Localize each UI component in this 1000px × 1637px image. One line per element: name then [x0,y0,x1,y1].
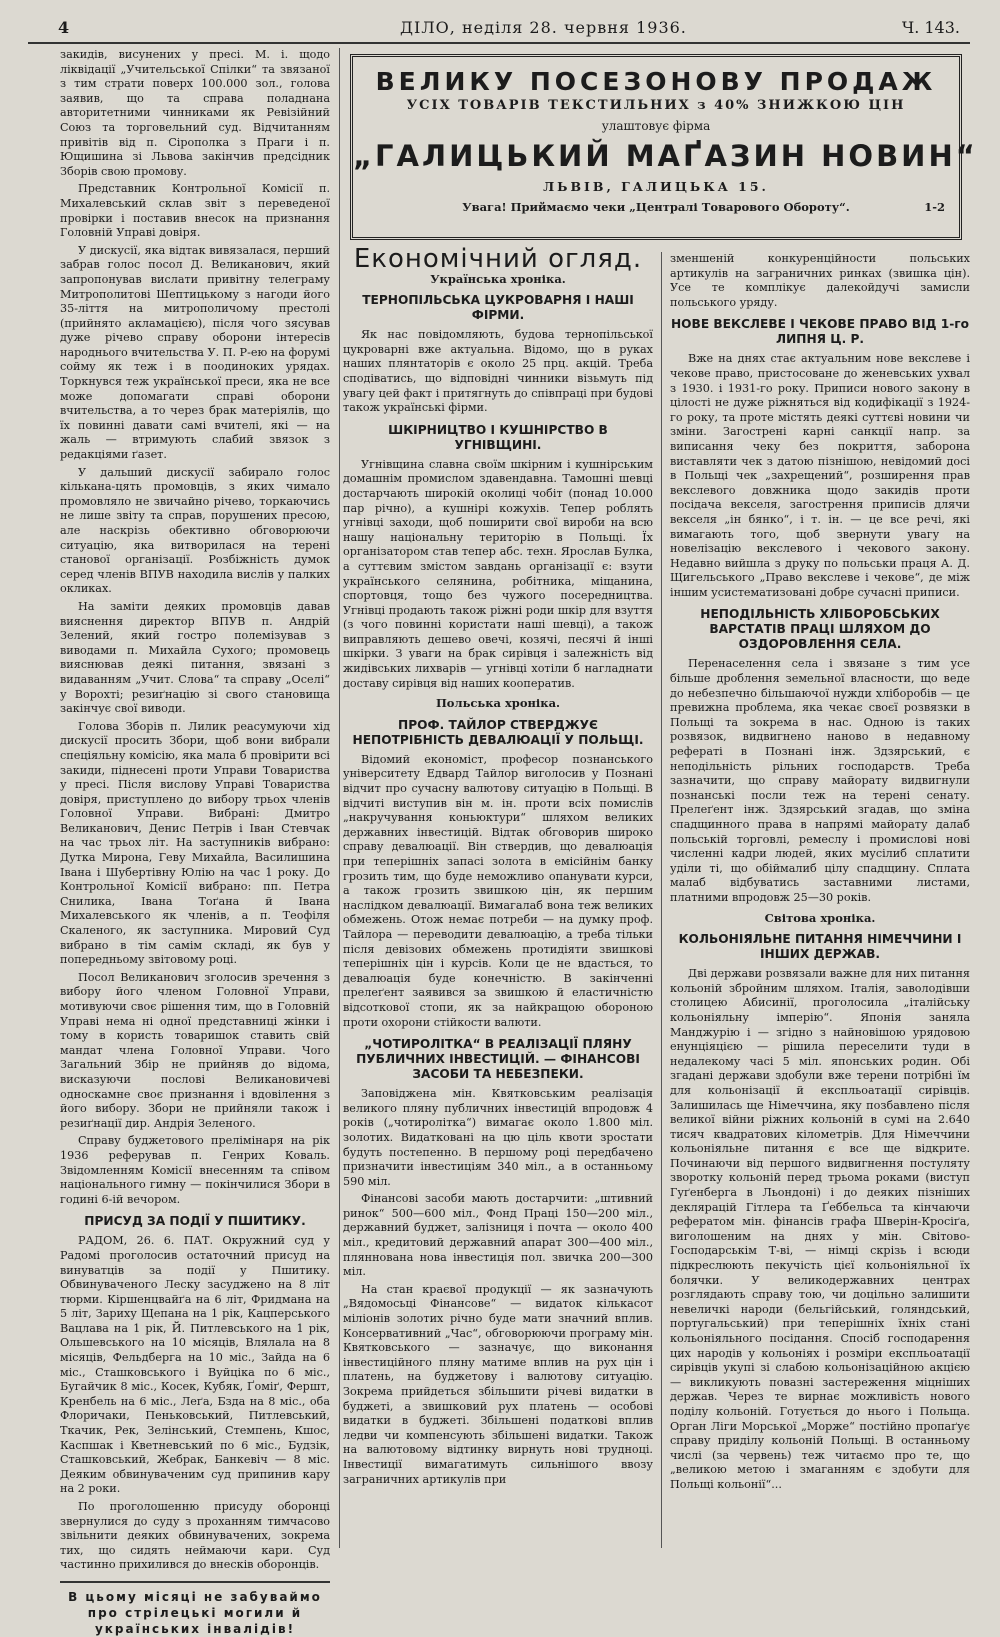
article-paragraph: На заміти деяких промовців давав вияснення директор ВПУВ п. Андрій Зелений, який гостро полемізував з виводами п. Михайла Сухого; промовець вияснював деякі питання, звязані з видаванням „Учит. Слова“ та справу „Оселі“ у Ворохті; резиґнацію зі свого становища закінчує свої виводи. [60,599,330,716]
ad-company-name: „ГАЛИЦЬКИЙ МАҐАЗИН НОВИН“ [353,139,978,173]
article-paragraph: Голова Зборів п. Лилик реасумуючи хід дискусії просить Збори, щоб вони вибрали спеціяльну комісію, яка мала б провірити всі закиди, піднесені проти Управи Товариства у пресі. Після вислову Управі Товариства довіря, приступлено до вибору трьох членів Головної Управи. Вибрані: Дмитро Великанович, Денис Петрів і Іван Стевчак на час трьох літ. На заступників вибрано: Дутка Мирона, Геву Михайла, Василишина Івана і Шубертівну Юлію на час 1 року. До Контрольної Комісії вибрано: пп. Петра Снилика, Івана Тоґана й Івана Михалевського як членів, а п. Теофіля Скаленого, як заступника. Мировий Суд вибрано в тім самім складі, як був у попередньому звітовому році. [60,719,330,967]
ad-subline: УСІХ ТОВАРІВ ТЕКСТИЛЬНИХ з 40% ЗНИЖКОЮ ЦІН [406,98,906,113]
article-paragraph: Представник Контрольної Комісії п. Михалевський склав звіт з переведеної провірки і поставив внесок на признання Головній Управі довіря. [60,182,330,240]
article-paragraph: На стан краєвої продукції — як зазначують „Вядомосьці Фінансове“ — видаток кількасот міліонів золотих річно буде мати значний вплив. Консервативний „Час“, обговорюючи програму мін. Квятковського — зазначує, що виконання інвестиційного пляну матиме вплив на рух цін і платень, на буджетову і валютову ситуацію. Зокрема прийдеться збільшити річеві видатки в буджеті, а звишковий рух платень — особові видатки в буджеті. Збільшені податкові вплив ледви чи компенсують збільшені видатки. Також на валютовому відтинку вирнуть нові трудноці. Інвестиції вимагатимуть сильнішого ввозу заграничних артикулів при [343,1282,653,1486]
article-paragraph: зменшеній конкуренційности польських артикулів на заграничних ринках (звишка цін). Усе те комплікує далекойдучі замисли польського уряду. [670,252,970,309]
subsection-title: Українська хроніка. [430,271,566,286]
article-paragraph: Посол Великанович зголосив зречення з вибору його членом Головної Управи, мотивуючи своє рішення тим, що в Головній Управі нема ні одної представниці жінки і тому в користь товаришок ставить свій мандат члена Головної Управи. Чого Загальний Збір не прийняв до відома, висказуючи послові Великановичеві односкамне своє признання і вдовілення з його вибору. Збори не прийняли також і резиґнації дир. Андрія Зеленого. [60,970,330,1130]
article-paragraph: Як нас повідомляють, будова тернопільської цукроварні вже актуальна. Відомо, що в руках наших плянтаторів є около 25 прц. акцій. Треба сподіватись, що відповідні чинники візьмуть під увагу цей факт і притягнуть до співпраці при будові також українські фірми. [343,328,653,415]
ad-headline: ВЕЛИКУ ПОСЕЗОНОВУ ПРОДАЖ [375,67,937,96]
article-paragraph: По проголошенню присуду оборонці звернулися до суду з проханням тимчасово звільнити деяких обвинувачених, зокрема тих, що сидять неймаючи кари. Суд частинно прихилився до внесків оборонців. [60,1500,330,1572]
article-paragraph: Вже на днях стає актуальним нове векслеве і чекове право, пристосоване до женевських ухвал з 1930. і 1931-го року. Приписи нового закону в цілості не дуже ріжняться від кодифікації з 1924-го року, та проте містять деякі суттєві новини чи зміни. Загострені карні санкції напр. за виписання чеку без покриття, заборона виставляти чек з датою пізнішою, невідомий досі в Польщі чек „захрещений“, розширення прав векслевого довжника щодо закидів проти посідача векселя, загострення приписів длячи векселя „ін бянко“, і т. ін. — це все речі, які вимагають того, щоб звернути увагу на новелізацію векслевого і чекового закону. Недавно вийшла з друку по польськи праця А. Д. Щигельського „Право векслеве і чекове“, де між іншим усистематизовані добре сучасні приписи. [670,352,970,599]
column-2 [343,244,653,1548]
notice-box: В цьому місяці не забуваймо про стрілецькі могили й українських інвалідів! [60,1581,330,1637]
article-title: „ЧОТИРОЛІТКА“ В РЕАЛІЗАЦІЇ ПЛЯНУ ПУБЛИЧНИХ ІНВЕСТИЦІЙ. — ФІНАНСОВІ ЗАСОБИ ТА НЕБЕЗПЕКИ. [356,1037,640,1082]
article-paragraph: Справу буджетового прелімінаря на рік 1936 реферував п. Генрих Коваль. Звідомленням Комісії внесенням та співом національного гимну — покінчилися Збори в годині 6-ій вечором. [60,1134,330,1206]
column-3 [670,252,970,1548]
column-1 [60,48,330,1636]
issue-number: Ч. 143. [901,18,960,37]
subsection-title: Польська хроніка. [435,696,561,711]
advertisement [350,54,978,240]
article-title: НЕПОДІЛЬНІСТЬ ХЛІБОРОБСЬКИХ ВАРСТАТІВ ПРАЦІ ШЛЯХОМ ДО ОЗДОРОВЛЕННЯ СЕЛА. [700,607,940,652]
article-paragraph: закидів, висунених у пресі. М. і. щодо ліквідації „Учительської Спілки“ та звязаної з тим страти поверх 100.000 зол., голова заявив, що та справа поладнана авторитетними чинниками як Ревізійний Союз та торговельний суд. Відчитанням привітів від п. Сірополка з Праги і п. Ющишина зі Львова закінчив предсідник Зборів свою промову. [60,48,330,178]
article-paragraph: Заповіджена мін. Квятковським реалізація великого пляну публичних інвестицій впродовж 4 років („чотиролітка“) вимагає около 1.800 міл. золотих. Видатковані на цю ціль квоти зростати будуть постепенно. В першому році передбачено призначити інвестиціям 340 міл., а в останньому 590 міл. [343,1087,653,1188]
article-paragraph: Відомий економіст, професор познанського університету Едвард Тайлор виголосив у Познані відчит про сучасну валютову ситуацію в Польщі. В відчиті виступив він м. ін. проти всіх помислів „накручування коньюктури“ шляхом великих державних інвестицій. Відтак обговорив широко справу девалюації. Він ствердив, що девалюація при теперішніх запасі золота в емісійнім банку грозить тим, що буде неможливо опанувати курси, а також грозить звишкою цін, як першим наслідком девалюації. Вимагалаб вона теж великих обмежень. Отож немає потреби — на думку проф. Тайлора — переводити девалюацію, а треба тільки після девізових обмежень протидіяти звишкові теперішніх цін і курсів. Коли це не вдасться, то девалюація буде конечністю. В закінченні прелеґент заявився за звишкою й еластичністю відсоткової стопи, як за найкращою обороною проти охорони стійкости валюти. [343,752,653,1029]
ad-note-text: Увага! Приймаємо чеки „Централі Товарового Обороту“. [462,200,850,214]
article-paragraph: Фінансові засоби мають достарчити: „штивний ринок“ 500—600 міл., Фонд Праці 150—200 міл., державний буджет, залізниця і почта — около 400 міл., кредитовий державний апарат 300—400 міл., пляннована нова інвестиція пол. звичка 200—300 міл. [343,1192,653,1279]
article-paragraph: РАДОМ, 26. 6. ПАТ. Окружний суд у Радомі проголосив остаточний присуд на винуватців за події у Пшитику. Обвинуваченого Леску засуджено на 8 літ тюрми. Кіршенцвайґа на 6 літ, Фридмана на 5 літ, Зариху Щепана на 1 рік, Кацперського Вацлава на 1 рік, Й. Питлевського на 1 рік, Ольшевського на 10 місяців, Влялала на 8 місяців, Фельдберга на 10 міс., Зайда на 6 міс., Сташковського і Вуйціка по 6 міс., Бугайчик 8 міс., Косек, Кубяк, Ґоміґ, Фершт, Кренбель на 6 міс., Леґа, Бзда на 8 міс., оба Флоричаки, Пеньковський, Питлевський, Ткачик, Рек, Зелінський, Стемпень, Кшос, Каспшак і Кветневський по 6 міс., Будзік, Сташковський, Жебрак, Банкевіч — 8 міс. Деяким обвинуваченим суд припинив кару на 2 роки. [60,1234,330,1496]
article-paragraph: Угнівщина славна своїм шкірним і кушнірським домашнім промислом здавендавна. Тамошні шевці достарчають широкій околиці чобіт (понад 10.000 пар річно), а кушнірі кожухів. Тепер роблять угнівці заходи, щоб поширити свої вироби на всю нашу національну територію в Польщі. Їх організатором став тепер абс. техн. Ярослав Булка, а суттєвим змістом завдань організації є: взути українського селянина, робітника, міщанина, спортовця, тощо без чужого посередництва. Угнівці продають також ріжні роди шкір для взуття (з чого повинні користати наші шевці), а також виправляють дешево овечі, козячі, песячі й інші шкірки. З уваги на брак сирівця і залежність від жидівських лихварів — угнівці хотіли б нагладнати доставу сирівця від наших кооператив. [343,457,653,690]
article-title: КОЛЬОНІЯЛЬНЕ ПИТАННЯ НІМЕЧЧИНИ І ІНШИХ ДЕРЖАВ. [678,932,962,962]
ad-arranged-by: улаштовує фірма [601,119,711,133]
article-paragraph: У дискусії, яка відтак вивязалася, перший забрав голос посол Д. Великанович, який запропонував вислати привітну телеграму Митрополитові Шептицькому з нагоди його 35-ліття на митрополичому престолі (прийнято акламацією), після чого зясував дуже річево справу оборони інтересів народнього вчительства У. П. Р-ею на форумі сойму як теж і в поодиноких урядах. Торкнувся теж української преси, яка не все може допомагати справі оборони вчительства, а то через брак матеріялів, що їх повинні давати самі вчителі, які — на жаль — втримують слабий звязок з редакціями ґазет. [60,243,330,462]
article-paragraph: У дальший дискусії забирало голос кількана-цять промовців, з яких чимало промовляло не звичайно річево, торкаючись не лише звіту та справ, порушених пресою, але наскрізь обективно обговорюючи ситуацію, яка витворилася на терені станової організації. Розбіжність думок серед членів ВПУВ находила вислів у палких окликах. [60,465,330,596]
ad-address: ЛЬВІВ, ГАЛИЦЬКА 15. [543,179,769,194]
article-title: ПРИСУД ЗА ПОДІЇ У ПШИТИКУ. [84,1214,306,1229]
article-paragraph: Перенаселення села і звязане з тим усе більше дроблення земельної власности, що веде до небезпечно більшаючої нужди хліборобів — це превижна проблема, яка чекає своєї розвязки в Польщі та зокрема в нас. Одною із таких розвязок, видвигнено наново в недавному рефераті в Познані інж. Здзярський, є неподільність рільних господарств. Треба зазначити, що справу майорату видвигнули познанські посли теж на терені сенату. Прелеґент інж. Здзярський згадав, що зміна спадщинного права в напрямі майорату далаб польській торговлі, ремеслу і промислові нові численні кадри людей, яких мусілиб сплатити уділи ті, що обіймалиб цілу спадщину. Сплата малаб відбуватись заставними листами, платними впродовж 25—30 років. [670,657,970,904]
header-rule [28,42,970,44]
article-title: ТЕРНОПІЛЬСЬКА ЦУКРОВАРНЯ І НАШІ ФІРМИ. [362,293,634,323]
ad-code: 1-2 [924,200,945,214]
article-title: ПРОФ. ТАЙЛОР СТВЕРДЖУЄ НЕПОТРІБНІСТЬ ДЕВАЛЮАЦІЇ У ПОЛЬЩІ. [352,717,644,747]
article-title: ШКІРНИЦТВО І КУШНІРСТВО В УГНІВЩИНІ. [388,422,608,452]
page-number: 4 [58,18,70,37]
ad-note [353,200,959,214]
section-title: Економічний огляд. [353,244,643,274]
article-paragraph: Дві держави розвязали важне для них питання кольоній збройним шляхом. Італія, заволодівши столицею Абисинії, проголосила „італійську кольоніяльну імперію“. Японія заняла Манджурію і — згідно з найновішою урядовою енунціяцією — рішила переселити туди в недалекому часі 5 міл. японських родин. Обі згадані держави здобули вже терени потрібні їм для кольонізації й експльоатації сирівців. Залишилась ще Німеччина, яку позбавлено після великої війни ріжних кольоній в сумі на 2.640 тисяч квадратових кілометрів. Для Німеччини кольоніяльне питання є все ще відкрите. Починаючи від першого видвигнення постуляту зворотку кольоній перед трьома роками (виступ Гуґенберга в Льондоні) і до деяких пізніших деклярацій Гітлера та Ґеббельса та кінчаючи рефератом мін. фінансів графа Шверін-Кросіґа, виголошеним на днях у мін. Світово-Господарськім Т-ві, — німці скрізь і всюди підкреслюють пекучість цієї кольоніяльної їх болячки. У великодержавних центрах розглядають справу тою, чи доцільно залишити невеличкі народи (бельгійський, голяндський, португальський) при теперішніх їхніх стані кольоніяльного посідання. Спосіб господарення цих народів у кольоніях і розміри експльоатації сирівців укупі зі слабою кольонізаційною акцією — викликують повазні застереження міцніших держав. Через те вирнає можливість нового поділу кольоній. Готується до нього і Польща. Орган Ліги Морської „Морже“ постійно пропаґує справу приділу кольоній Польщі. В останньому числі (за червень) теж читаємо про те, що „великою метою і змаганням є здобути для Польщі кольонії“... [670,967,970,1491]
page-header [30,18,960,44]
subsection-title: Світова хроніка. [764,910,876,925]
column-divider [339,48,340,1548]
article-title: НОВЕ ВЕКСЛЕВЕ І ЧЕКОВЕ ПРАВО ВІД 1-го ЛИПНЯ Ц. Р. [670,317,970,347]
column-divider [661,252,662,1548]
masthead: ДІЛО, неділя 28. червня 1936. [400,18,687,37]
